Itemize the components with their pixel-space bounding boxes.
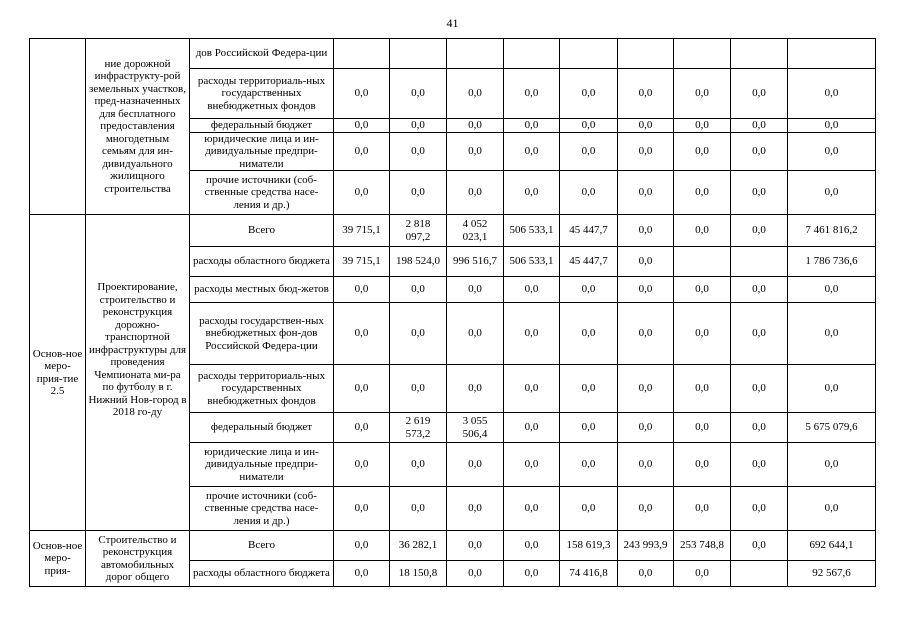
measure-cell: Основ-ное меро-прия-тие 2.5 — [30, 215, 86, 531]
value-cell: 0,0 — [334, 561, 390, 587]
value-cell — [504, 39, 560, 69]
value-cell: 0,0 — [731, 69, 788, 119]
value-cell: 92 567,6 — [788, 561, 876, 587]
value-cell: 0,0 — [334, 443, 390, 487]
value-cell: 198 524,0 — [390, 247, 447, 277]
measure-name-cell: Строительство и реконструкция автомобильных дорог общего — [86, 531, 190, 587]
value-cell: 0,0 — [618, 69, 674, 119]
funding-source-cell: прочие источники (соб-ственные средства насе-ления и др.) — [190, 487, 334, 531]
value-cell: 0,0 — [504, 303, 560, 365]
funding-source-cell: расходы областного бюджета — [190, 247, 334, 277]
value-cell: 1 786 736,6 — [788, 247, 876, 277]
value-cell — [334, 39, 390, 69]
page-number: 41 — [446, 16, 459, 30]
funding-source-cell: Всего — [190, 215, 334, 247]
value-cell: 0,0 — [504, 365, 560, 413]
value-cell: 0,0 — [390, 487, 447, 531]
value-cell: 0,0 — [731, 365, 788, 413]
value-cell: 0,0 — [560, 171, 618, 215]
value-cell: 243 993,9 — [618, 531, 674, 561]
value-cell: 0,0 — [504, 277, 560, 303]
value-cell: 0,0 — [334, 119, 390, 133]
value-cell: 0,0 — [788, 303, 876, 365]
value-cell: 0,0 — [788, 132, 876, 171]
value-cell: 0,0 — [447, 443, 504, 487]
value-cell: 0,0 — [788, 69, 876, 119]
value-cell: 36 282,1 — [390, 531, 447, 561]
funding-source-cell: федеральный бюджет — [190, 119, 334, 133]
value-cell: 253 748,8 — [674, 531, 731, 561]
value-cell: 0,0 — [618, 561, 674, 587]
value-cell: 0,0 — [390, 132, 447, 171]
value-cell: 39 715,1 — [334, 247, 390, 277]
value-cell: 0,0 — [674, 69, 731, 119]
measure-name-cell: ние дорожной инфраструкту-рой земельных участков, пред-назначенных для бесплатного предоставления многодетным семьям для ин-дивидуального жилищного строительства — [86, 39, 190, 215]
funding-source-cell: юридические лица и ин-дивидуальные предпри-ниматели — [190, 443, 334, 487]
value-cell — [674, 247, 731, 277]
value-cell: 0,0 — [731, 119, 788, 133]
value-cell: 3 055 506,4 — [447, 413, 504, 443]
measure-cell — [30, 39, 86, 215]
value-cell: 0,0 — [674, 487, 731, 531]
value-cell: 0,0 — [504, 531, 560, 561]
value-cell: 0,0 — [731, 413, 788, 443]
value-cell — [618, 39, 674, 69]
value-cell: 0,0 — [731, 132, 788, 171]
value-cell — [674, 39, 731, 69]
value-cell: 0,0 — [334, 132, 390, 171]
value-cell — [731, 247, 788, 277]
value-cell: 0,0 — [390, 443, 447, 487]
value-cell: 0,0 — [618, 171, 674, 215]
value-cell: 0,0 — [447, 171, 504, 215]
funding-source-cell: федеральный бюджет — [190, 413, 334, 443]
value-cell: 0,0 — [447, 487, 504, 531]
value-cell: 0,0 — [618, 303, 674, 365]
value-cell: 0,0 — [674, 413, 731, 443]
value-cell: 0,0 — [390, 277, 447, 303]
table-row — [30, 215, 876, 247]
value-cell: 0,0 — [731, 531, 788, 561]
value-cell: 0,0 — [447, 69, 504, 119]
value-cell: 2 818 097,2 — [390, 215, 447, 247]
value-cell: 0,0 — [788, 119, 876, 133]
value-cell: 0,0 — [618, 215, 674, 247]
value-cell: 0,0 — [731, 171, 788, 215]
value-cell: 0,0 — [504, 171, 560, 215]
value-cell: 0,0 — [504, 132, 560, 171]
value-cell: 0,0 — [334, 303, 390, 365]
value-cell: 0,0 — [504, 69, 560, 119]
value-cell: 0,0 — [674, 365, 731, 413]
value-cell: 0,0 — [334, 531, 390, 561]
value-cell: 45 447,7 — [560, 215, 618, 247]
value-cell: 0,0 — [731, 277, 788, 303]
value-cell: 0,0 — [560, 413, 618, 443]
value-cell: 0,0 — [504, 413, 560, 443]
value-cell: 0,0 — [390, 119, 447, 133]
value-cell: 0,0 — [504, 119, 560, 133]
value-cell — [447, 39, 504, 69]
budget-table — [29, 38, 876, 587]
value-cell: 0,0 — [731, 215, 788, 247]
value-cell: 0,0 — [674, 119, 731, 133]
value-cell: 692 644,1 — [788, 531, 876, 561]
value-cell: 0,0 — [560, 443, 618, 487]
value-cell: 0,0 — [674, 561, 731, 587]
value-cell: 0,0 — [788, 365, 876, 413]
value-cell: 0,0 — [618, 365, 674, 413]
table-row — [30, 39, 876, 69]
table-row — [30, 531, 876, 561]
value-cell: 5 675 079,6 — [788, 413, 876, 443]
value-cell — [560, 39, 618, 69]
measure-cell: Основ-ное меро-прия- — [30, 531, 86, 587]
value-cell: 0,0 — [618, 247, 674, 277]
funding-source-cell: Всего — [190, 531, 334, 561]
value-cell: 0,0 — [674, 132, 731, 171]
value-cell: 0,0 — [334, 69, 390, 119]
value-cell: 0,0 — [788, 443, 876, 487]
value-cell: 0,0 — [560, 365, 618, 413]
value-cell: 0,0 — [334, 277, 390, 303]
funding-source-cell: расходы местных бюд-жетов — [190, 277, 334, 303]
value-cell: 996 516,7 — [447, 247, 504, 277]
measure-name-cell: Проектирование, строительство и реконструкция дорожно-транспортной инфраструктуры для проведения Чемпионата ми-ра по футболу в г. Нижний Нов-город в 2018 го-ду — [86, 215, 190, 531]
value-cell: 0,0 — [447, 119, 504, 133]
value-cell: 0,0 — [447, 303, 504, 365]
funding-source-cell: дов Российской Федера-ции — [190, 39, 334, 69]
value-cell: 0,0 — [560, 119, 618, 133]
value-cell — [390, 39, 447, 69]
funding-source-cell: расходы государствен-ных внебюджетных фон-дов Российской Федера-ции — [190, 303, 334, 365]
value-cell: 0,0 — [788, 277, 876, 303]
value-cell: 0,0 — [731, 443, 788, 487]
value-cell: 7 461 816,2 — [788, 215, 876, 247]
value-cell: 0,0 — [334, 487, 390, 531]
value-cell: 74 416,8 — [560, 561, 618, 587]
value-cell: 0,0 — [618, 119, 674, 133]
value-cell: 0,0 — [390, 69, 447, 119]
value-cell: 0,0 — [618, 132, 674, 171]
value-cell: 0,0 — [618, 443, 674, 487]
value-cell — [731, 39, 788, 69]
value-cell: 0,0 — [334, 413, 390, 443]
value-cell: 0,0 — [560, 69, 618, 119]
value-cell: 0,0 — [788, 171, 876, 215]
value-cell: 0,0 — [390, 365, 447, 413]
value-cell: 0,0 — [560, 303, 618, 365]
value-cell: 0,0 — [447, 132, 504, 171]
value-cell: 0,0 — [447, 365, 504, 413]
value-cell: 0,0 — [560, 487, 618, 531]
value-cell: 0,0 — [504, 443, 560, 487]
value-cell: 0,0 — [504, 561, 560, 587]
value-cell: 0,0 — [731, 487, 788, 531]
value-cell: 506 533,1 — [504, 247, 560, 277]
funding-source-cell: юридические лица и ин-дивидуальные предпри-ниматели — [190, 132, 334, 171]
value-cell: 0,0 — [674, 303, 731, 365]
value-cell: 0,0 — [447, 531, 504, 561]
value-cell — [731, 561, 788, 587]
value-cell: 0,0 — [560, 132, 618, 171]
value-cell: 0,0 — [504, 487, 560, 531]
value-cell: 4 052 023,1 — [447, 215, 504, 247]
value-cell — [788, 39, 876, 69]
value-cell: 506 533,1 — [504, 215, 560, 247]
value-cell: 158 619,3 — [560, 531, 618, 561]
value-cell: 0,0 — [674, 215, 731, 247]
value-cell: 0,0 — [618, 487, 674, 531]
value-cell: 0,0 — [618, 413, 674, 443]
value-cell: 0,0 — [618, 277, 674, 303]
value-cell: 0,0 — [674, 443, 731, 487]
value-cell: 0,0 — [447, 561, 504, 587]
funding-source-cell: расходы территориаль-ных государственных внебюджетных фондов — [190, 365, 334, 413]
value-cell: 0,0 — [390, 303, 447, 365]
funding-source-cell: расходы областного бюджета — [190, 561, 334, 587]
value-cell: 0,0 — [334, 365, 390, 413]
value-cell: 0,0 — [788, 487, 876, 531]
value-cell: 45 447,7 — [560, 247, 618, 277]
value-cell: 0,0 — [560, 277, 618, 303]
value-cell: 0,0 — [334, 171, 390, 215]
value-cell: 0,0 — [447, 277, 504, 303]
value-cell: 18 150,8 — [390, 561, 447, 587]
funding-source-cell: расходы территориаль-ных государственных внебюджетных фондов — [190, 69, 334, 119]
funding-source-cell: прочие источники (соб-ственные средства насе-ления и др.) — [190, 171, 334, 215]
value-cell: 0,0 — [674, 171, 731, 215]
value-cell: 0,0 — [731, 303, 788, 365]
value-cell: 39 715,1 — [334, 215, 390, 247]
value-cell: 0,0 — [674, 277, 731, 303]
value-cell: 0,0 — [390, 171, 447, 215]
value-cell: 2 619 573,2 — [390, 413, 447, 443]
